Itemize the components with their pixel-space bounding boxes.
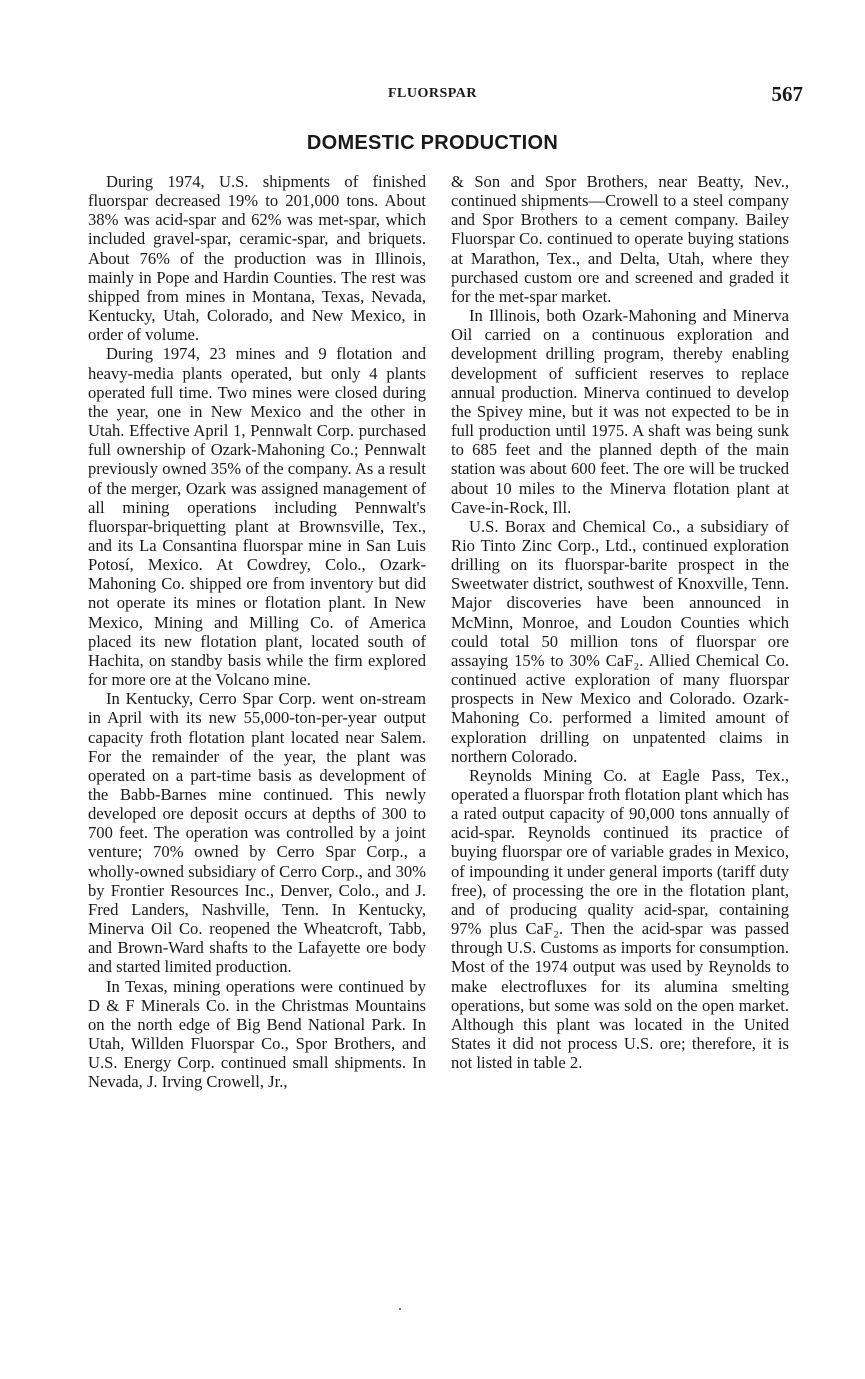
section-title: DOMESTIC PRODUCTION [306,132,559,154]
paragraph: In Illinois, both Ozark-Mahoning and Minerva Oil carried on a continuous exploration and development drilling program, thereby enabling development of sufficient reserves to replace annual production. Minerva continued to develop the Spivey mine, but it was not expected to be in full production until 1975. A shaft was being sunk to 685 feet and the planned depth of the main station was about 600 feet. The ore will be trucked about 10 miles to the Minerva flotation plant at Cave-in-Rock, Ill. [451,306,789,517]
paragraph: U.S. Borax and Chemical Co., a subsidiary of Rio Tinto Zinc Corp., Ltd., continued exploration drilling on its fluorspar-barite prospect in the Sweetwater district, southwest of Knoxville, Tenn. Major discoveries have been announced in McMinn, Monroe, and Loudon Counties which could total 50 million tons of fluorspar ore assaying 15% to 30% CaF₂. Allied Chemical Co. continued active exploration of many fluorspar prospects in New Mexico and Colorado. Ozark-Mahoning Co. performed a limited amount of exploration drilling on unpatented claims in northern Colorado. [451,516,789,766]
paragraph: During 1974, U.S. shipments of finished fluorspar decreased 19% to 201,000 tons. About 38% was acid-spar and 62% was met-spar, which included gravel-spar, ceramic-spar, and briquets. About 76% of the production was in Illinois, mainly in Pope and Hardin Counties. The rest was shipped from mines in Montana, Texas, Nevada, Kentucky, Utah, Colorado, and New Mexico, in order of volume. [88,172,426,345]
page-number: 567 [771,82,803,106]
running-head: FLUORSPAR [387,86,478,101]
paragraph: During 1974, 23 mines and 9 flotation and heavy-media plants operated, but only 4 plants operated full time. Two mines were closed during the year, one in New Mexico and the other in Utah. Effective April 1, Pennwalt Corp. purchased full ownership of Ozark-Mahoning Co.; Pennwalt previously owned 35% of the company. As a result of the merger, Ozark was assigned management of all mining operations including Pennwalt's fluorspar-briquetting plant at Brownsville, Tex., and its La Consantina fluorspar mine in San Luis Potosí, Mexico. At Cowdrey, Colo., Ozark-Mahoning Co. shipped ore from inventory but did not operate its mines or flotation plant. In New Mexico, Mining and Milling Co. of America placed its new flotation plant, located south of Hachita, on standby basis while the firm explored for more ore at the Volcano mine. [88,344,426,690]
scan-speck [399,1308,401,1310]
paragraph: Reynolds Mining Co. at Eagle Pass, Tex., operated a fluorspar froth flotation plant which has a rated output capacity of 90,000 tons annually of acid-spar. Reynolds continued its practice of buying fluorspar ore of variable grades in Mexico, of impounding it under general imports (tariff duty free), of processing the ore in the flotation plant, and of producing quality acid-spar, containing 97% plus CaF₂. Then the acid-spar was passed through U.S. Customs as imports for consumption. Most of the 1974 output was used by Reynolds to make electrofluxes for its alumina smelting operations, but some was sold on the open market. Although this plant was located in the United States it did not process U.S. ore; therefore, it is not listed in table 2. [451,765,789,1073]
paragraph-continuation: & Son and Spor Brothers, near Beatty, Nev., continued shipments—Crowell to a steel company and Spor Brothers to a cement company. Bailey Fluorspar Co. continued to operate buying stations at Marathon, Tex., and Delta, Utah, where they purchased custom ore and screened and graded it for the met-spar market. [451,172,789,306]
right-column [451,172,789,1072]
left-column [88,172,426,1092]
page-header [0,84,865,108]
paragraph: In Kentucky, Cerro Spar Corp. went on-stream in April with its new 55,000-ton-per-year output capacity froth flotation plant located near Salem. For the remainder of the year, the plant was operated on a part-time basis as development of the Babb-Barnes mine continued. This newly developed ore deposit occurs at depths of 300 to 700 feet. The operation was controlled by a joint venture; 70% owned by Cerro Spar Corp., a wholly-owned subsidiary of Cerro Corp., and 30% by Frontier Resources Inc., Denver, Colo., and J. Fred Landers, Nashville, Tenn. In Kentucky, Minerva Oil Co. reopened the Wheatcroft, Tabb, and Brown-Ward shafts to the Lafayette ore body and started limited production. [88,689,426,977]
paragraph: In Texas, mining operations were continued by D & F Minerals Co. in the Christmas Mountains on the north edge of Big Bend National Park. In Utah, Willden Fluorspar Co., Spor Brothers, and U.S. Energy Corp. continued small shipments. In Nevada, J. Irving Crowell, Jr., [88,976,426,1092]
